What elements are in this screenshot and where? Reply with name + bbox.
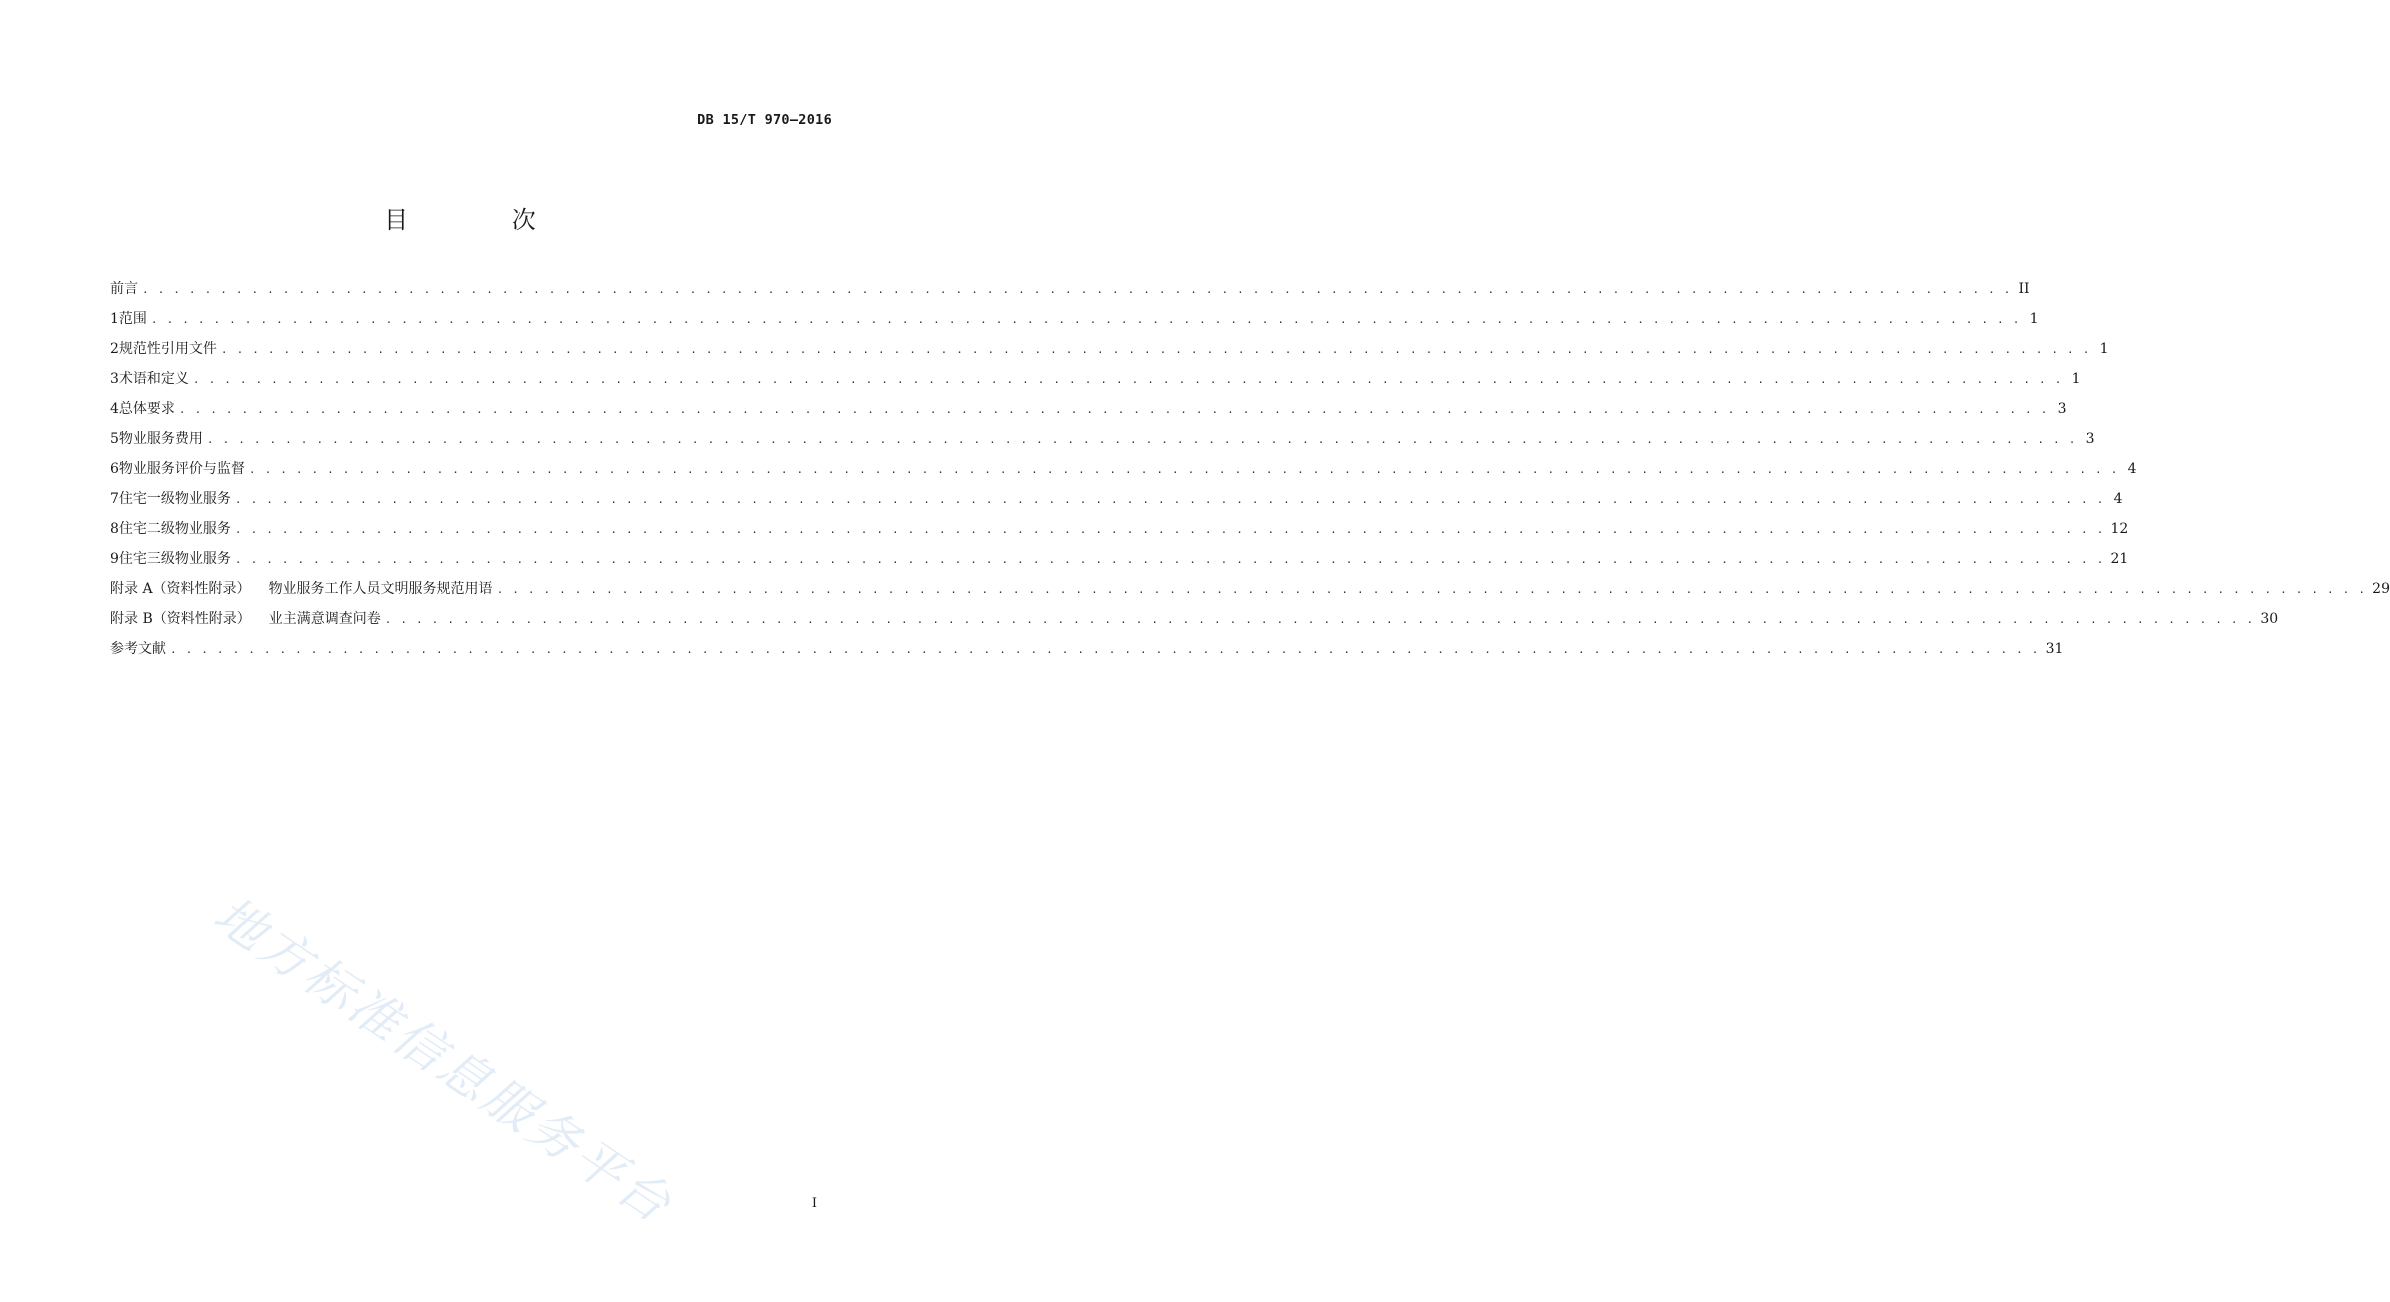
toc-entry-number: 3 xyxy=(110,371,119,387)
toc-entry-page: 31 xyxy=(2045,641,2064,657)
toc-leader-dots: . . . . . . . . . . . . . . . . . . . . . . . . . . . . . . . . . . . . . . . . . . . . . . . . . . . . . . . . . . . . . . . . . . . . . . . . . . . . . . . . . . . . . . . . . . . . . . . . . . . . . . . . . . . . . . . . . . . . . . . . xyxy=(142,283,2012,296)
toc-leader-dots: . . . . . . . . . . . . . . . . . . . . . . . . . . . . . . . . . . . . . . . . . . . . . . . . . . . . . . . . . . . . . . . . . . . . . . . . . . . . . . . . . . . . . . . . . . . . . . . . . . . . . . . . . . . . . . . . . . . . . . . . xyxy=(192,373,2063,386)
toc-entry-number: 1 xyxy=(110,311,119,327)
toc-entry-number: 8 xyxy=(110,521,119,537)
toc-entry-label: 住宅三级物业服务 xyxy=(118,551,231,567)
toc-appendix-type: 附录 A（资料性附录） xyxy=(110,581,251,597)
toc-entry-number: 4 xyxy=(110,401,119,417)
toc-entry-page: 3 xyxy=(2085,431,2095,447)
toc-entry-number: 6 xyxy=(110,461,119,477)
toc-entry-label: 物业服务费用 xyxy=(118,431,203,447)
document-code: DB 15/T 970—2016 xyxy=(697,112,832,128)
toc-entry-label: 住宅二级物业服务 xyxy=(118,521,231,537)
toc-entry-label: 参考文献 xyxy=(110,641,166,657)
toc-title: 目 次 xyxy=(384,206,584,234)
toc-leader-dots: . . . . . . . . . . . . . . . . . . . . . . . . . . . . . . . . . . . . . . . . . . . . . . . . . . . . . . . . . . . . . . . . . . . . . . . . . . . . . . . . . . . . . . . . . . . . . . . . . . . . . . . . . . . . . . . . . . . . . . . . xyxy=(248,463,2119,476)
toc-leader-dots: . . . . . . . . . . . . . . . . . . . . . . . . . . . . . . . . . . . . . . . . . . . . . . . . . . . . . . . . . . . . . . . . . . . . . . . . . . . . . . . . . . . . . . . . . . . . . . . . . . . . . . . . . . . . . . . . . . . . . . . . xyxy=(220,343,2091,356)
toc-entry-page: 29 xyxy=(2372,581,2390,597)
toc-leader-dots: . . . . . . . . . . . . . . . . . . . . . . . . . . . . . . . . . . . . . . . . . . . . . . . . . . . . . . . . . . . . . . . . . . . . . . . . . . . . . . . . . . . . . . . . . . . . . . . . . . . . . . . . . . . . . . . . . . . . . . . . xyxy=(234,493,2105,506)
toc-leader-dots: . . . . . . . . . . . . . . . . . . . . . . . . . . . . . . . . . . . . . . . . . . . . . . . . . . . . . . . . . . . . . . . . . . . . . . . . . . . . . . . . . . . . . . . . . . . . . . . . . . . . . . . . . . . . . . . . . . . . . . . . xyxy=(234,553,2105,566)
toc-entry-page: 4 xyxy=(2113,491,2123,507)
toc-entry-1[interactable] xyxy=(110,308,2039,338)
toc-entry-page: 1 xyxy=(2071,371,2081,387)
toc-entry-label: 住宅一级物业服务 xyxy=(118,491,231,507)
toc-entry-label: 总体要求 xyxy=(118,401,175,417)
toc-leader-dots: . . . . . . . . . . . . . . . . . . . . . . . . . . . . . . . . . . . . . . . . . . . . . . . . . . . . . . . . . . . . . . . . . . . . . . . . . . . . . . . . . . . . . . . . . . . . . . . . . . . . . . . . . . . . . . . . . . . . . . . . xyxy=(496,583,2367,596)
toc-entry-number: 9 xyxy=(110,551,119,567)
toc-entry-9[interactable] xyxy=(110,548,2129,578)
toc-entry-page: II xyxy=(2018,281,2030,297)
toc-entry-label: 前言 xyxy=(110,281,138,297)
toc-leader-dots: . . . . . . . . . . . . . . . . . . . . . . . . . . . . . . . . . . . . . . . . . . . . . . . . . . . . . . . . . . . . . . . . . . . . . . . . . . . . . . . . . . . . . . . . . . . . . . . . . . . . . . . . . . . . . . . . . . . . . . . . xyxy=(150,313,2021,326)
toc-entry-2[interactable] xyxy=(110,338,2109,368)
toc-entry-label: 术语和定义 xyxy=(118,371,189,387)
toc-leader-dots: . . . . . . . . . . . . . . . . . . . . . . . . . . . . . . . . . . . . . . . . . . . . . . . . . . . . . . . . . . . . . . . . . . . . . . . . . . . . . . . . . . . . . . . . . . . . . . . . . . . . . . . . . . . . . . . . . . . . . . . . xyxy=(384,613,2255,626)
toc-entry-page: 3 xyxy=(2057,401,2067,417)
page-number: I xyxy=(811,1196,817,1211)
toc-entry-3[interactable] xyxy=(110,368,2081,398)
toc-entry-number: 7 xyxy=(110,491,119,507)
toc-entry-label: 物业服务工作人员文明服务规范用语 xyxy=(268,581,493,597)
toc-entry-label: 物业服务评价与监督 xyxy=(118,461,245,477)
toc-entry-page: 1 xyxy=(2099,341,2109,357)
watermark: 地方标准信息服务平台 xyxy=(203,885,684,1236)
toc-leader-dots: . . . . . . . . . . . . . . . . . . . . . . . . . . . . . . . . . . . . . . . . . . . . . . . . . . . . . . . . . . . . . . . . . . . . . . . . . . . . . . . . . . . . . . . . . . . . . . . . . . . . . . . . . . . . . . . . . . . . . . . . xyxy=(170,643,2040,656)
toc-entry-preface[interactable] xyxy=(110,278,2030,308)
toc-entry-4[interactable] xyxy=(110,398,2067,428)
toc-entry-number: 2 xyxy=(110,341,119,357)
toc-entry-page: 1 xyxy=(2029,311,2039,327)
toc-entry-label: 业主满意调查问卷 xyxy=(268,611,381,627)
toc-entry-6[interactable] xyxy=(110,458,2137,488)
toc-entry-label: 范围 xyxy=(118,311,147,327)
toc-leader-dots: . . . . . . . . . . . . . . . . . . . . . . . . . . . . . . . . . . . . . . . . . . . . . . . . . . . . . . . . . . . . . . . . . . . . . . . . . . . . . . . . . . . . . . . . . . . . . . . . . . . . . . . . . . . . . . . . . . . . . . . . xyxy=(206,433,2077,446)
toc-entry-references[interactable] xyxy=(110,638,2064,668)
toc-leader-dots: . . . . . . . . . . . . . . . . . . . . . . . . . . . . . . . . . . . . . . . . . . . . . . . . . . . . . . . . . . . . . . . . . . . . . . . . . . . . . . . . . . . . . . . . . . . . . . . . . . . . . . . . . . . . . . . . . . . . . . . . xyxy=(178,403,2049,416)
toc-appendix-type: 附录 B（资料性附录） xyxy=(110,611,251,627)
toc-entry-label: 规范性引用文件 xyxy=(118,341,217,357)
toc-entry-7[interactable] xyxy=(110,488,2123,518)
toc-entry-page: 4 xyxy=(2127,461,2137,477)
toc-entry-page: 12 xyxy=(2110,521,2129,537)
toc-leader-dots: . . . . . . . . . . . . . . . . . . . . . . . . . . . . . . . . . . . . . . . . . . . . . . . . . . . . . . . . . . . . . . . . . . . . . . . . . . . . . . . . . . . . . . . . . . . . . . . . . . . . . . . . . . . . . . . . . . . . . . . . xyxy=(234,523,2105,536)
toc-entry-number: 5 xyxy=(110,431,119,447)
toc-entry-page: 30 xyxy=(2260,611,2279,627)
toc-entry-appendix-a[interactable] xyxy=(110,578,2390,608)
toc-entry-5[interactable] xyxy=(110,428,2095,458)
table-of-contents xyxy=(110,278,2390,668)
toc-entry-appendix-b[interactable] xyxy=(110,608,2279,638)
toc-entry-8[interactable] xyxy=(110,518,2129,548)
toc-entry-page: 21 xyxy=(2110,551,2129,567)
